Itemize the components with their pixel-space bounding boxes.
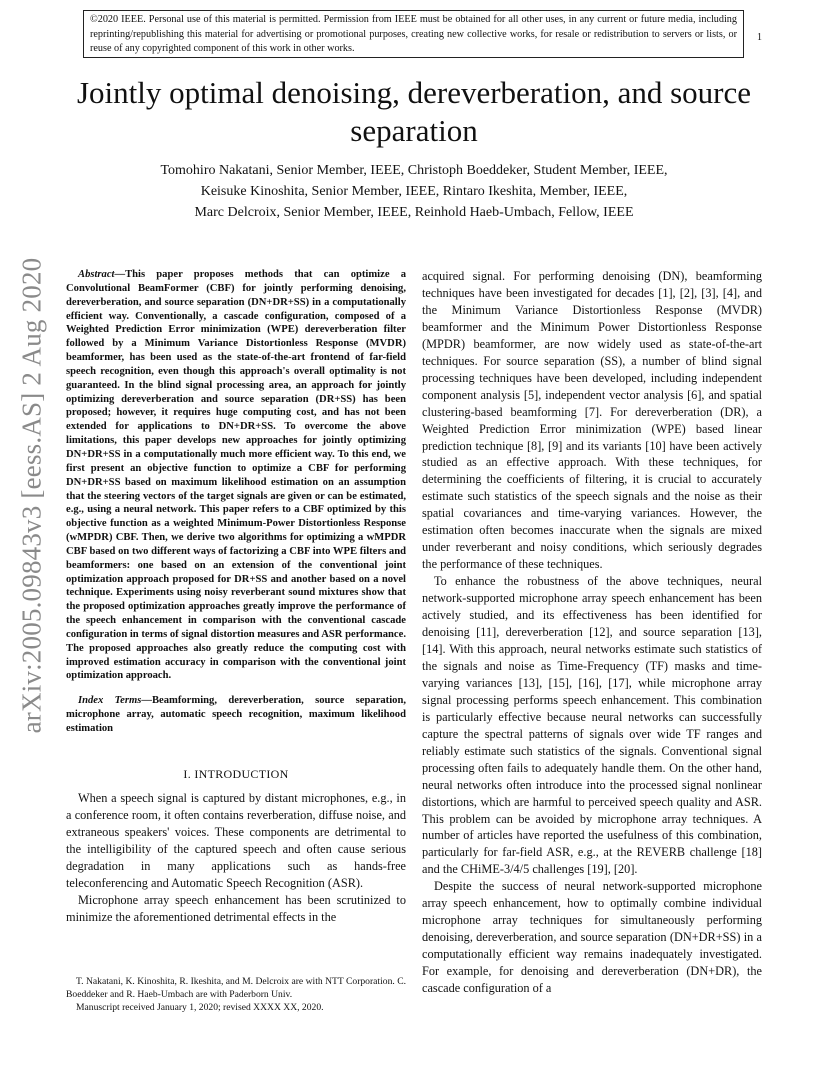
- intro-left-text: [66, 790, 406, 926]
- arxiv-identifier: arXiv:2005.09843v3 [eess.AS] 2 Aug 2020: [16, 257, 47, 733]
- left-column: [66, 268, 406, 925]
- abstract-label: Abstract: [78, 269, 115, 280]
- paragraph: Microphone array speech enhancement has been scrutinized to minimize the aforementioned detrimental effects in the: [66, 892, 406, 924]
- abstract-text: —This paper proposes methods that can optimize a Convolutional BeamFormer (CBF) for jointly performing denoising, dereverberation, and source separation (DN+DR+SS) in a computationally efficient way. Conventionally, a cascade configuration, composed of a Weighted Prediction Error minimization (WPE) dereverberation filter followed by a Minimum Variance Distortionless Response (MVDR) beamformer, has been used as the state-of-the-art frontend of far-field speech recognition, even though this approach's overall optimality is not guaranteed. In the blind signal processing area, an approach for jointly optimizing dereverberation and source separation (DR+SS) has been proposed; however, it requires huge computing cost, and has not been extended for applications to DN+DR+SS. To overcome the above limitations, this paper develops new approaches for jointly optimizing DN+DR+SS in a computationally much more efficient way. To this end, we first present an objective function to optimize a CBF for performing DN+DR+SS based on maximum likelihood estimation on an assumption that the steering vectors of the target signals are given or can be estimated, e.g., using a neural network. This paper refers to a CBF optimized by this objective function as a weighted Minimum-Power Distortionless Response (wMPDR) CBF. Then, we derive two algorithms for optimizing a wMPDR CBF based on two different ways of factorizing a CBF into WPE filters and beamformers: one based on an extension of the conventional joint optimization approach proposed for DR+SS and another based on a novel technique. Experiments using noisy reverberant sound mixtures show that the proposed optimization approaches greatly improve the performance of the speech enhancement in comparison with the conventional cascade configuration in terms of signal distortion measures and ASR performance. The proposed approaches also greatly reduce the computing cost with improved estimation accuracy in comparison with the conventional joint optimization approach.: [66, 269, 406, 682]
- copyright-notice: [83, 10, 744, 58]
- index-terms-text: —Beamforming, dereverberation, source separation, microphone array, automatic speech recognition, maximum likelihood estimation: [66, 695, 406, 734]
- author-list: [60, 160, 768, 223]
- index-terms: [66, 694, 406, 736]
- paper-title: Jointly optimal denoising, dereverberation, and source separation: [76, 75, 752, 148]
- author-line-1: Tomohiro Nakatani, Senior Member, IEEE, Christoph Boeddeker, Student Member, IEEE,: [160, 163, 668, 178]
- footnote-affiliation: T. Nakatani, K. Kinoshita, R. Ikeshita, and M. Delcroix are with NTT Corporation. C. Boeddeker and R. Haeb-Umbach are with Paderborn Univ.: [66, 976, 406, 1000]
- copyright-text: ©2020 IEEE. Personal use of this material is permitted. Permission from IEEE must be obtained for all other uses, in any current or future media, including reprinting/republishing this material for advertising or promotional purposes, creating new collective works, for resale or redistribution to servers or lists, or reuse of any copyrighted component of this work in other works.: [90, 14, 737, 55]
- paragraph: When a speech signal is captured by distant microphones, e.g., in a conference room, it often contains reverberation, diffuse noise, and extraneous speakers' voices. These components are detrimental to the intelligibility of the captured speech and often cause serious degradation in many applications such as hands-free teleconferencing and Automatic Speech Recognition (ASR).: [66, 790, 406, 890]
- paragraph: Despite the success of neural network-supported microphone array speech enhancement, how to optimally combine individual microphone array techniques for simultaneously performing denoising, dereverberation, and source separation (DN+DR+SS) in a computationally efficient way remains inadequately investigated. For example, for denoising and dereverberation (DN+DR), the cascade configuration of a: [422, 879, 762, 996]
- right-column: [422, 268, 762, 997]
- arxiv-stamp: [12, 255, 52, 735]
- intro-right-text: [422, 268, 762, 997]
- paragraph: To enhance the robustness of the above techniques, neural network-supported microphone array speech enhancement has been actively studied, and its effectiveness has been identified for denoising [11], dereverberation [12], and source separation [13], [14]. With this approach, neural networks estimate such statistics of the signals and noise as Time-Frequency (TF) masks and time-varying variances [13], [15], [16], [17], while microphone array signal processing performs speech enhancement. This combination is particularly effective because neural networks can successfully capture the spectral patterns of signals over wide TF ranges and reliably estimate such statistics of the signals. Conventional signal processing often fails to adequately handle them. On the other hand, neural networks often introduce into the processed signal nonlinear distortions, which are harmful to perceived speech quality and ASR. This problem can be avoided by microphone array techniques. A number of articles have reported the usefulness of this combination, particularly for far-field ASR, e.g., at the REVERB challenge [18] and the CHiME-3/4/5 challenges [19], [20].: [422, 574, 762, 877]
- author-line-3: Marc Delcroix, Senior Member, IEEE, Reinhold Haeb-Umbach, Fellow, IEEE: [194, 205, 634, 220]
- author-line-2: Keisuke Kinoshita, Senior Member, IEEE, Rintaro Ikeshita, Member, IEEE,: [200, 184, 628, 199]
- footnote-manuscript: Manuscript received January 1, 2020; revised XXXX XX, 2020.: [76, 1002, 324, 1013]
- paragraph: acquired signal. For performing denoising (DN), beamforming techniques have been investigated for decades [1], [2], [3], [4], and the Minimum Variance Distortionless Response (MVDR) beamformer and the Minimum Power Distortionless Response (MPDR) beamformer, are now widely used as state-of-the-art techniques. For source separation (SS), a number of blind signal processing techniques have been developed, including independent component analysis [5], independent vector analysis [6], and spatial clustering-based beamforming [7]. For dereverberation (DR), a Weighted Prediction Error minimization (WPE) based linear prediction technique [8], [9] and its variants [10] have been actively studied as an effective approach. With these techniques, for determining the coefficients of filtering, it is crucial to accurately estimate such statistics of the speech signals and the noise as their spatial covariances and time-varying variances. However, the estimation often becomes inaccurate when the signals are mixed under reverberant and noisy conditions, which seriously degrades the performance of these techniques.: [422, 269, 762, 572]
- page-number: 1: [757, 32, 762, 43]
- abstract: [66, 268, 406, 683]
- section-heading-introduction: I. INTRODUCTION: [183, 766, 289, 781]
- index-terms-label: Index Terms: [78, 695, 142, 707]
- footnote: [66, 975, 406, 1014]
